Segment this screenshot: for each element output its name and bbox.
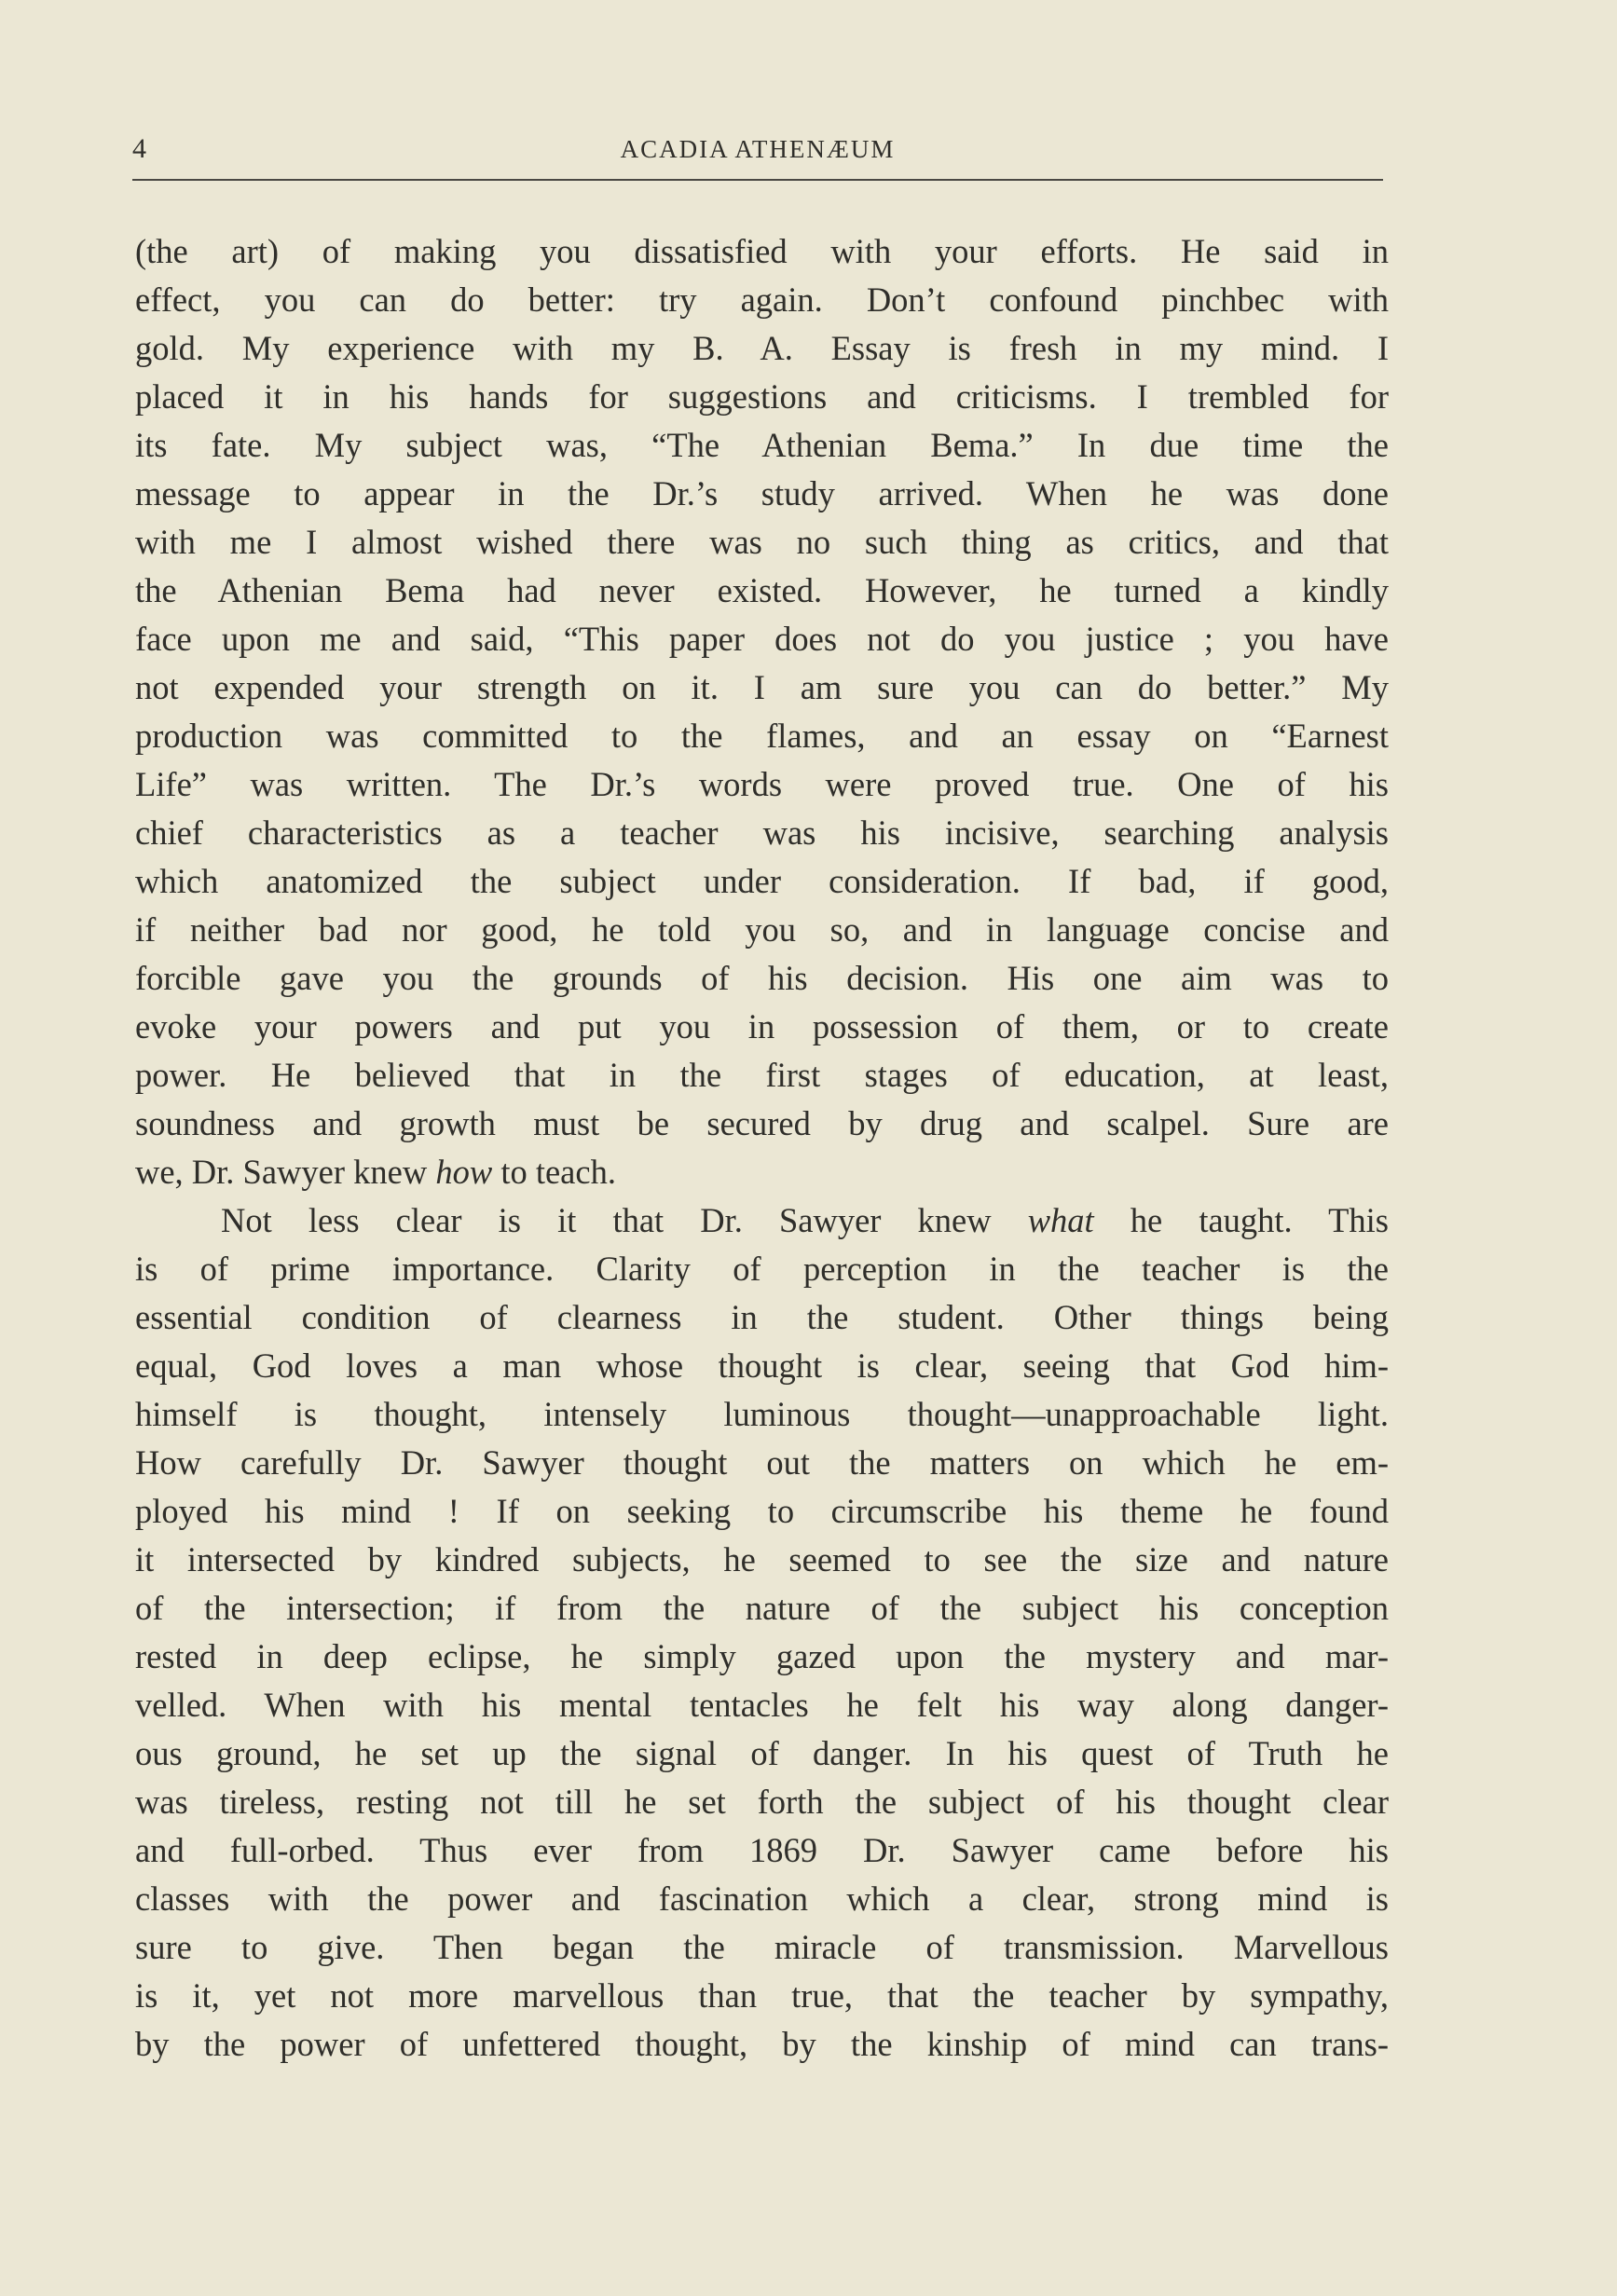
text-line: rested in deep eclipse, he simply gazed upon the mystery and mar- [135,1637,1389,1675]
text-line: soundness and growth must be secured by drug and scalpel. Sure are [135,1104,1389,1142]
text-line: is of prime importance. Clarity of perception in the teacher is the [135,1250,1389,1288]
text-line: the Athenian Bema had never existed. However, he turned a kindly [135,571,1389,609]
text-line: ous ground, he set up the signal of danger. In his quest of Truth he [135,1734,1389,1772]
text-segment: he taught. This [1093,1201,1390,1239]
text-line: evoke your powers and put you in possession of them, or to create [135,1007,1389,1046]
text-line: sure to give. Then began the miracle of transmission. Marvellous [135,1928,1389,1966]
text-line: by the power of unfettered thought, by the kinship of mind can trans- [135,2025,1389,2063]
text-line: power. He believed that in the first stages of education, at least, [135,1056,1389,1094]
body-text [135,227,1389,2069]
text-line: its fate. My subject was, “The Athenian Bema.” In due time the [135,426,1389,464]
text-line: equal, God loves a man whose thought is clear, seeing that God him- [135,1346,1389,1385]
text-line: essential condition of clearness in the student. Other things being [135,1298,1389,1336]
emphasis: how [435,1153,493,1191]
text-line: placed it in his hands for suggestions and criticisms. I trembled for [135,377,1389,416]
text-line: with me I almost wished there was no such thing as critics, and that [135,523,1389,561]
text-line: and full-orbed. Thus ever from 1869 Dr. Sawyer came before his [135,1831,1389,1869]
text-line: (the art) of making you dissatisfied with your efforts. He said in [135,232,1389,270]
emphasis: what [1027,1201,1094,1239]
text-line: which anatomized the subject under consideration. If bad, if good, [135,862,1389,900]
running-title: ACADIA ATHENÆUM [620,135,896,163]
text-line: was tireless, resting not till he set forth the subject of his thought clear [135,1783,1389,1821]
text-line: of the intersection; if from the nature of the subject his conception [135,1589,1389,1627]
text-line: is it, yet not more marvellous than true, that the teacher by sympathy, [135,1976,1389,2015]
text-line: How carefully Dr. Sawyer thought out the matters on which he em- [135,1443,1389,1482]
text-line: Life” was written. The Dr.’s words were proved true. One of his [135,765,1389,803]
text-line: ployed his mind ! If on seeking to circumscribe his theme he found [135,1492,1389,1530]
text-line: production was committed to the flames, and an essay on “Earnest [135,717,1389,755]
text-line: face upon me and said, “This paper does not do you justice ; you have [135,620,1389,658]
text-line: effect, you can do better: try again. Don’t confound pinchbec with [135,280,1389,319]
paragraph-1 [135,227,1389,1148]
text-line: chief characteristics as a teacher was his incisive, searching analysis [135,813,1389,852]
text-line: gold. My experience with my B. A. Essay is fresh in my mind. I [135,329,1389,367]
text-line: message to appear in the Dr.’s study arrived. When he was done [135,474,1389,512]
text-line: not expended your strength on it. I am sure you can do better.” My [135,668,1389,706]
text-line: himself is thought, intensely luminous thought—unapproachable light. [135,1395,1389,1433]
text-line: it intersected by kindred subjects, he seemed to see the size and nature [135,1540,1389,1578]
text-line [135,1196,1389,1245]
paragraph-2 [135,1245,1389,2069]
header-rule [132,179,1383,181]
page-number: 4 [132,133,146,164]
text-line: velled. When with his mental tentacles he felt his way along danger- [135,1686,1389,1724]
page-header [132,130,1383,183]
text-line: if neither bad nor good, he told you so, and in language concise and [135,910,1389,949]
text-line: classes with the power and fascination which a clear, strong mind is [135,1879,1389,1918]
text-segment: we, Dr. Sawyer knew [135,1153,436,1191]
text-segment: Not less clear is it that Dr. Sawyer knew [221,1201,1028,1239]
text-line [135,1148,1389,1196]
text-segment: to teach. [492,1153,616,1191]
text-line: forcible gave you the grounds of his decision. His one aim was to [135,959,1389,997]
